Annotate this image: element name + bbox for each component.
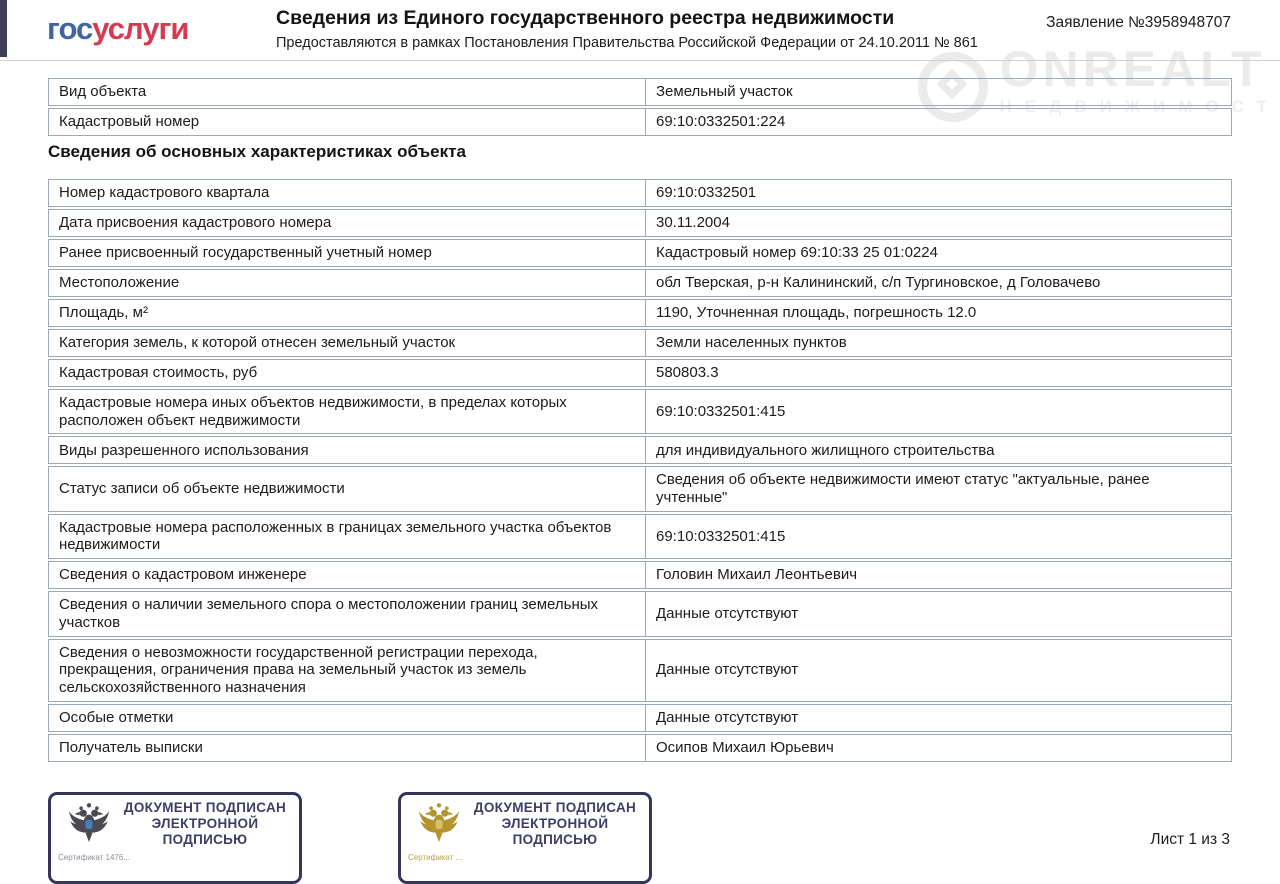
stamp-line-1: ДОКУМЕНТ ПОДПИСАН — [123, 800, 287, 815]
signature-stamp-rosreestr — [48, 792, 302, 884]
stamp-line-2: ЭЛЕКТРОННОЙ — [501, 815, 609, 831]
row-value: Данные отсутствуют — [656, 661, 799, 679]
row-value: Кадастровый номер 69:10:33 25 01:0224 — [656, 244, 938, 262]
stamp-line-1: ДОКУМЕНТ ПОДПИСАН — [473, 800, 637, 815]
row-value: Земельный участок — [656, 83, 793, 101]
document-title: Сведения из Единого государственного реестра недвижимости — [276, 7, 895, 29]
row-label: Местоположение — [49, 270, 646, 296]
row-value: Сведения об объекте недвижимости имеют статус "актуальные, ранее учтенные" — [656, 471, 1150, 507]
row-value: обл Тверская, р-н Калининский, с/п Тургиновское, д Головачево — [656, 274, 1101, 292]
section-title: Сведения об основных характеристиках объекта — [48, 142, 466, 161]
table-row — [48, 704, 1232, 732]
table-row — [48, 209, 1232, 237]
stamp-content — [58, 800, 292, 848]
summary-table — [48, 78, 1232, 138]
table-row — [48, 359, 1232, 387]
stamp-line-3: ПОДПИСЬЮ — [162, 831, 248, 847]
row-label: Категория земель, к которой отнесен земельный участок — [49, 330, 646, 356]
row-value: Данные отсутствуют — [656, 604, 799, 622]
table-row — [48, 329, 1232, 357]
row-label: Сведения о наличии земельного спора о местоположении границ земельных участков — [49, 592, 646, 635]
row-label: Кадастровые номера расположенных в границах земельного участка объектов недвижимости — [49, 515, 646, 558]
row-label: Сведения о невозможности государственной регистрации перехода, прекращения, ограничения права на земельный участок из земель сельскохозяйственного назначения — [49, 640, 646, 701]
table-row — [48, 591, 1232, 636]
table-row — [48, 389, 1232, 434]
page-indicator: Лист 1 из 3 — [1150, 831, 1230, 848]
row-value: 30.11.2004 — [656, 214, 730, 232]
details-table — [48, 179, 1232, 764]
row-label: Виды разрешенного использования — [49, 437, 646, 463]
header-text-block — [276, 7, 978, 51]
stamp-certificate: Сертификат ... — [408, 852, 463, 862]
row-label: Вид объекта — [49, 79, 646, 105]
table-row — [48, 514, 1232, 559]
table-row — [48, 179, 1232, 207]
table-row — [48, 561, 1232, 589]
table-row — [48, 639, 1232, 702]
stamp-certificate: Сертификат 1476... — [58, 852, 130, 862]
watermark-brand: ONREALT — [999, 41, 1266, 97]
table-row — [48, 239, 1232, 267]
table-row — [48, 734, 1232, 762]
table-row — [48, 436, 1232, 464]
signature-stamp-gold — [398, 792, 652, 884]
row-value: Данные отсутствуют — [656, 708, 799, 726]
row-value: 580803.3 — [656, 364, 719, 382]
row-label: Площадь, м² — [49, 300, 646, 326]
table-row — [48, 299, 1232, 327]
row-label: Статус записи об объекте недвижимости — [49, 467, 646, 510]
logo-part-blue: гос — [47, 11, 93, 46]
row-label: Кадастровая стоимость, руб — [49, 360, 646, 386]
row-label: Ранее присвоенный государственный учетный номер — [49, 240, 646, 266]
stamp-text — [468, 800, 642, 848]
double-headed-eagle-icon — [416, 801, 462, 847]
row-label: Кадастровые номера иных объектов недвижимости, в пределах которых расположен объект недвижимости — [49, 390, 646, 433]
row-value: Головин Михаил Леонтьевич — [656, 566, 858, 584]
logo-part-red: услуги — [92, 11, 189, 46]
document-header — [0, 0, 1280, 61]
row-value: 1190, Уточненная площадь, погрешность 12.0 — [656, 304, 977, 322]
stamp-line-2: ЭЛЕКТРОННОЙ — [151, 815, 259, 831]
row-value: 69:10:0332501:224 — [656, 113, 786, 131]
document-subtitle: Предоставляются в рамках Постановления Правительства Российской Федерации от 24.10.2011 № 861 — [276, 35, 978, 52]
table-row — [48, 466, 1232, 511]
stamp-line-3: ПОДПИСЬЮ — [512, 831, 598, 847]
row-label: Особые отметки — [49, 705, 646, 731]
gosuslugi-logo — [47, 13, 188, 44]
row-value: 69:10:0332501:415 — [656, 527, 786, 545]
table-row — [48, 269, 1232, 297]
table-row — [48, 108, 1232, 136]
row-label: Получатель выписки — [49, 735, 646, 761]
row-value: 69:10:0332501 — [656, 184, 757, 202]
row-label: Кадастровый номер — [49, 109, 646, 135]
stamp-content — [408, 800, 642, 848]
row-value: 69:10:0332501:415 — [656, 402, 786, 420]
row-value: Земли населенных пунктов — [656, 334, 847, 352]
double-headed-eagle-icon — [66, 801, 112, 847]
row-label: Номер кадастрового квартала — [49, 180, 646, 206]
row-value: для индивидуального жилищного строительства — [656, 441, 995, 459]
row-value: Осипов Михаил Юрьевич — [656, 738, 834, 756]
stamp-text — [118, 800, 292, 848]
row-label: Сведения о кадастровом инженере — [49, 562, 646, 588]
row-label: Дата присвоения кадастрового номера — [49, 210, 646, 236]
table-row — [48, 78, 1232, 106]
watermark-subtext: НЕДВИЖИМОСТ — [999, 97, 1280, 116]
application-number: Заявление №3958948707 — [1046, 14, 1231, 31]
